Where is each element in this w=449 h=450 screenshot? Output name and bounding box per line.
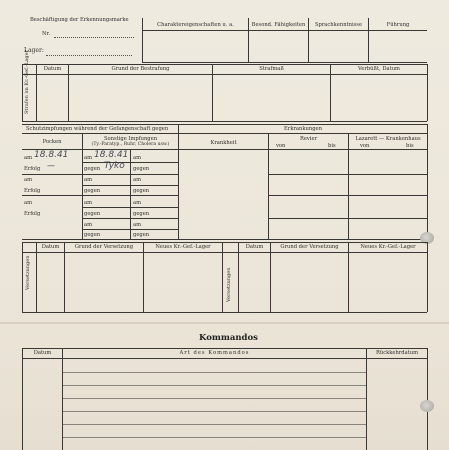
occupation-label: Beschäftigung der Erkennungsmarke (30, 17, 129, 23)
pox-am-2: am (24, 177, 33, 183)
transfers-side-label-right: Versetzungen (226, 267, 232, 302)
other-gegen-1: gegen (84, 166, 101, 172)
other-am-4: am (84, 222, 93, 228)
other-am-3b: am (133, 200, 142, 206)
pox-erfolg-2: Erfolg (24, 188, 41, 194)
leadership-label: Führung (386, 22, 410, 28)
punch-hole-bottom (420, 400, 434, 412)
other-gegen-2b: gegen (133, 188, 150, 194)
transfer-date-header-left: Datum (41, 244, 60, 250)
transfer-reason-header-right: Grund der Versetzung (280, 244, 339, 250)
hospital-von: von (360, 143, 370, 149)
illness-header: Krankheit (210, 140, 237, 146)
other-am-2b: am (133, 177, 142, 183)
other-gegen-1b: gegen (133, 166, 150, 172)
pox-am-3: am (24, 200, 33, 206)
diseases-header: Erkrankungen (284, 126, 322, 132)
other-gegen-3: gegen (84, 211, 101, 217)
other-am-4b: am (133, 222, 142, 228)
punish-served-header: Verbüßt, Datum (358, 66, 400, 72)
pox-date-handwritten: 18.8.41 (34, 150, 69, 160)
kommando-type-header: Art des Kommandos (179, 350, 250, 356)
transfer-reason-header-left: Grund der Versetzung (74, 244, 134, 250)
transfer-date-header-right: Datum (245, 244, 264, 250)
language-label: Sprachkenntnisse (314, 22, 363, 28)
other-am-1: am (84, 155, 93, 161)
revier-header: Revier (299, 136, 318, 142)
pox-erfolg-1: Erfolg (24, 166, 41, 172)
revier-von: von (276, 143, 286, 149)
transfer-camp-header-left: Neues Kr.-Gef.-Lager (155, 244, 211, 250)
vaccination-header: Schutzimpfungen während der Gefangenschaft gegen (26, 126, 169, 132)
page-fold (0, 322, 449, 324)
other-against-handwritten: Tyko (104, 161, 125, 171)
hospital-header: Lazarett — Krankenhaus (355, 136, 421, 142)
other-gegen-4: gegen (84, 232, 101, 238)
punish-date-header: Datum (43, 66, 62, 72)
punish-measure-header: Strafmaß (259, 66, 284, 72)
kommando-return-header: Rückkehrdatum (375, 350, 419, 356)
other-date-handwritten: 18.8.41 (94, 150, 129, 160)
nr-field[interactable] (54, 37, 134, 38)
character-label: Charaktereigenschaften u. a. (157, 22, 234, 28)
kommandos-title: Kommandos (199, 333, 258, 343)
camp-label: Lager: (24, 47, 44, 54)
kommando-date-header: Datum (33, 350, 52, 356)
other-am-2: am (84, 177, 93, 183)
revier-bis: bis (328, 143, 336, 149)
other-vacc-subheader: (Ty.-Paratyp., Ruhr, Cholera usw.) (91, 142, 170, 147)
nr-label: Nr. (42, 31, 51, 37)
other-am-3: am (84, 200, 93, 206)
punish-reason-header: Grund der Bestrafung (111, 66, 170, 72)
other-am-1b: am (133, 155, 142, 161)
punishments-side-label: Strafen im Kr.-Gef.-Lager (24, 50, 30, 114)
other-gegen-2: gegen (84, 188, 101, 194)
hospital-bis: bis (406, 143, 414, 149)
other-vacc-header: Sonstige Impfungen (103, 136, 158, 142)
other-gegen-3b: gegen (133, 211, 150, 217)
other-gegen-4b: gegen (133, 232, 150, 238)
camp-field[interactable] (46, 55, 132, 56)
pox-result-handwritten: — (47, 161, 55, 170)
skills-label: Besond. Fähigkeiten (251, 22, 306, 28)
transfers-side-label-left: Versetzungen (25, 255, 31, 290)
pox-erfolg-3: Erfolg (24, 211, 41, 217)
pox-am-1: am (24, 155, 33, 161)
pox-header: Pocken (42, 139, 62, 145)
transfer-camp-header-right: Neues Kr.-Gef.-Lager (360, 244, 416, 250)
